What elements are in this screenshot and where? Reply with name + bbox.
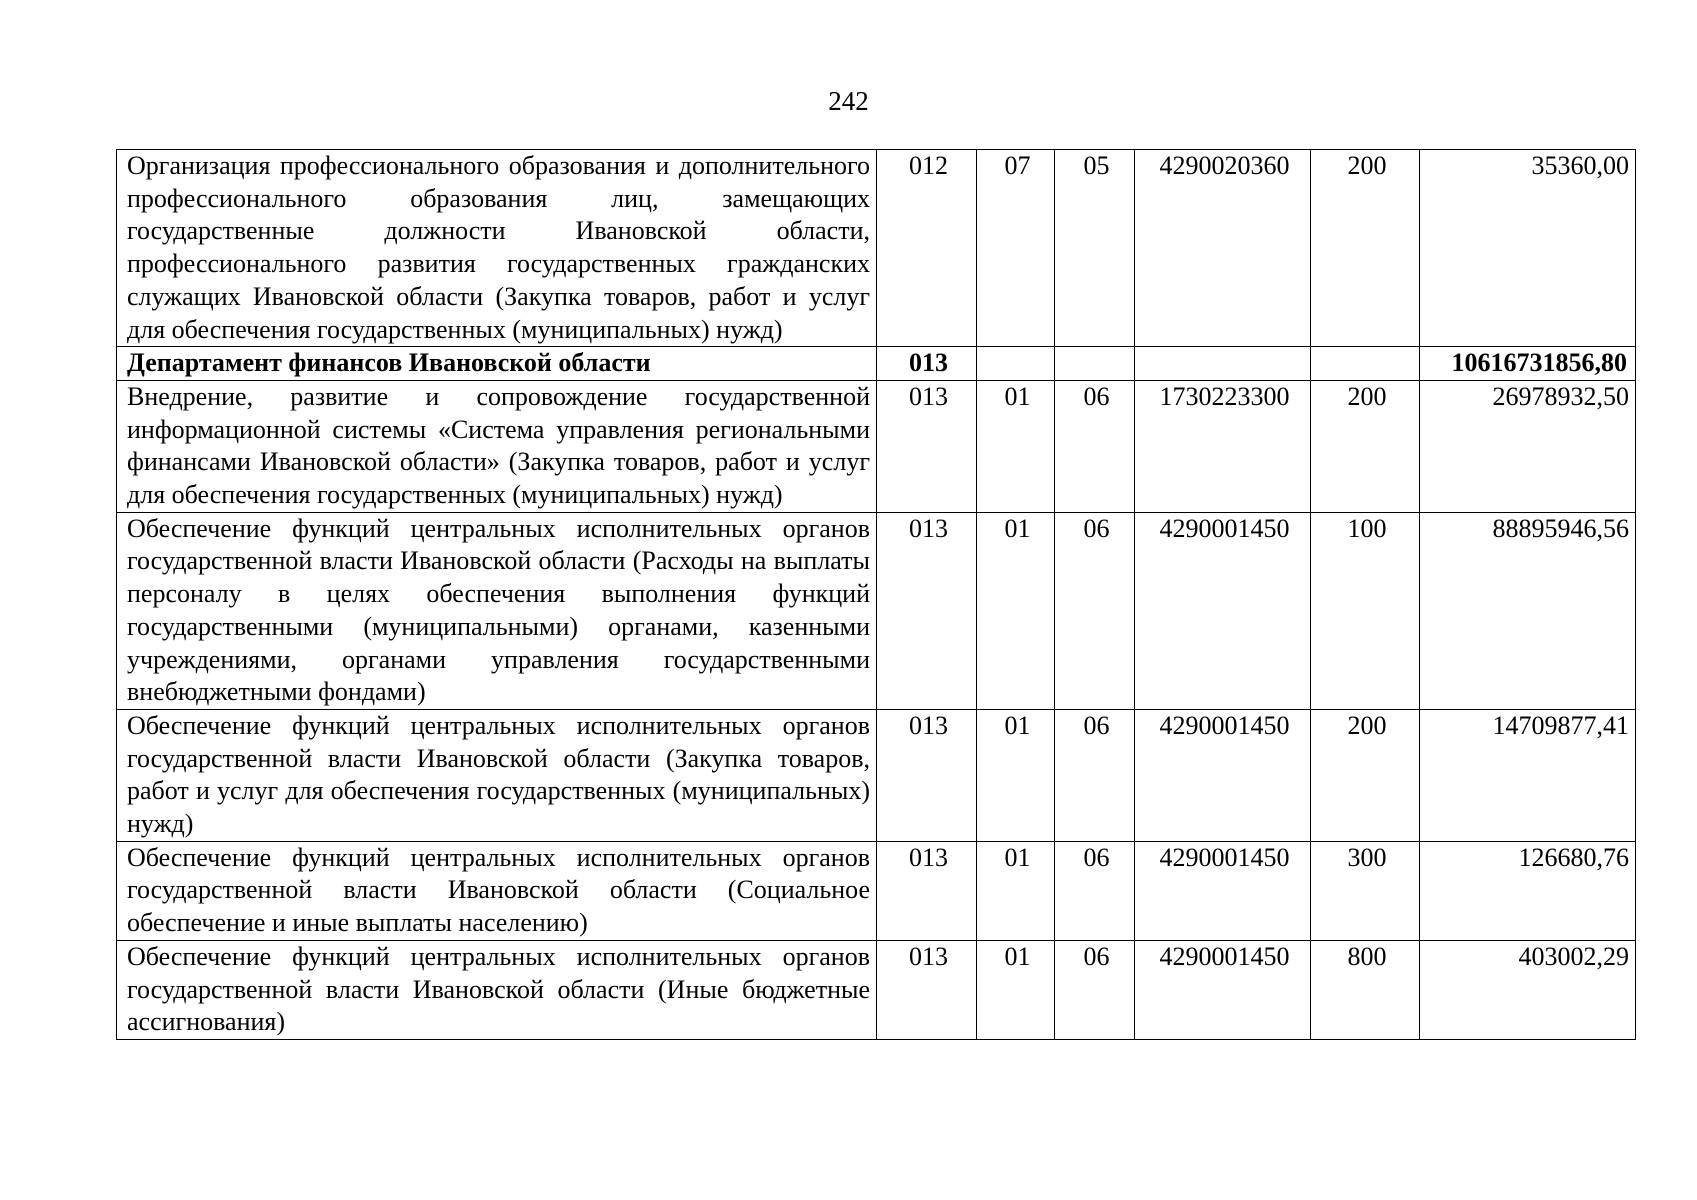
target-article-code: 4290001450 bbox=[1135, 940, 1311, 1039]
expense-type-code: 200 bbox=[1311, 380, 1420, 512]
amount: 10616731856,80 bbox=[1420, 347, 1636, 381]
row-description: Обеспечение функций центральных исполнительных органов государственной власти Ивановской области (Иные бюджетные ассигнования) bbox=[117, 940, 877, 1039]
table-row bbox=[117, 380, 1636, 512]
row-description: Обеспечение функций центральных исполнительных органов государственной власти Ивановской области (Расходы на выплаты персоналу в целях обеспечения выполнения функций государственными (муниципальными) органами, казенными учреждениями, органами управления государственными внебюджетными фондами) bbox=[117, 512, 877, 709]
table-row bbox=[117, 841, 1636, 940]
table-row-department-header bbox=[117, 347, 1636, 381]
row-description: Обеспечение функций центральных исполнительных органов государственной власти Ивановской области (Социальное обеспечение и иные выплаты населению) bbox=[117, 841, 877, 940]
section-code: 01 bbox=[977, 709, 1055, 841]
subsection-code: 06 bbox=[1055, 841, 1135, 940]
ministry-code: 012 bbox=[877, 150, 977, 347]
ministry-code: 013 bbox=[877, 512, 977, 709]
section-code: 01 bbox=[977, 512, 1055, 709]
subsection-code: 06 bbox=[1055, 709, 1135, 841]
ministry-code: 013 bbox=[877, 709, 977, 841]
ministry-code: 013 bbox=[877, 380, 977, 512]
amount: 35360,00 bbox=[1420, 150, 1636, 347]
amount: 26978932,50 bbox=[1420, 380, 1636, 512]
subsection-code: 06 bbox=[1055, 380, 1135, 512]
expense-type-code: 300 bbox=[1311, 841, 1420, 940]
target-article-code: 4290020360 bbox=[1135, 150, 1311, 347]
target-article-code: 1730223300 bbox=[1135, 380, 1311, 512]
target-article-code: 4290001450 bbox=[1135, 841, 1311, 940]
section-code bbox=[977, 347, 1055, 381]
target-article-code bbox=[1135, 347, 1311, 381]
row-description: Обеспечение функций центральных исполнительных органов государственной власти Ивановской области (Закупка товаров, работ и услуг для обеспечения государственных (муниципальных) нужд) bbox=[117, 709, 877, 841]
section-code: 07 bbox=[977, 150, 1055, 347]
amount: 126680,76 bbox=[1420, 841, 1636, 940]
target-article-code: 4290001450 bbox=[1135, 709, 1311, 841]
section-code: 01 bbox=[977, 841, 1055, 940]
expense-type-code bbox=[1311, 347, 1420, 381]
section-code: 01 bbox=[977, 380, 1055, 512]
amount: 403002,29 bbox=[1420, 940, 1636, 1039]
row-description: Организация профессионального образования и дополнительного профессионального образования лиц, замещающих государственные должности Ивановской области, профессионального развития государственных гражданских служащих Ивановской области (Закупка товаров, работ и услуг для обеспечения государственных (муниципальных) нужд) bbox=[117, 150, 877, 347]
table-row bbox=[117, 512, 1636, 709]
page-number: 242 bbox=[828, 86, 869, 116]
expense-type-code: 200 bbox=[1311, 150, 1420, 347]
table-row bbox=[117, 940, 1636, 1039]
ministry-code: 013 bbox=[877, 940, 977, 1039]
subsection-code: 05 bbox=[1055, 150, 1135, 347]
expense-type-code: 100 bbox=[1311, 512, 1420, 709]
amount: 88895946,56 bbox=[1420, 512, 1636, 709]
expense-type-code: 200 bbox=[1311, 709, 1420, 841]
budget-table-body bbox=[117, 150, 1636, 1040]
ministry-code: 013 bbox=[877, 841, 977, 940]
table-row bbox=[117, 709, 1636, 841]
section-code: 01 bbox=[977, 940, 1055, 1039]
subsection-code bbox=[1055, 347, 1135, 381]
budget-table bbox=[116, 149, 1636, 1040]
expense-type-code: 800 bbox=[1311, 940, 1420, 1039]
row-description: Департамент финансов Ивановской области bbox=[117, 347, 877, 381]
subsection-code: 06 bbox=[1055, 512, 1135, 709]
amount: 14709877,41 bbox=[1420, 709, 1636, 841]
subsection-code: 06 bbox=[1055, 940, 1135, 1039]
target-article-code: 4290001450 bbox=[1135, 512, 1311, 709]
ministry-code: 013 bbox=[877, 347, 977, 381]
row-description: Внедрение, развитие и сопровождение государственной информационной системы «Система управления региональными финансами Ивановской области» (Закупка товаров, работ и услуг для обеспечения государственных (муниципальных) нужд) bbox=[117, 380, 877, 512]
table-row bbox=[117, 150, 1636, 347]
